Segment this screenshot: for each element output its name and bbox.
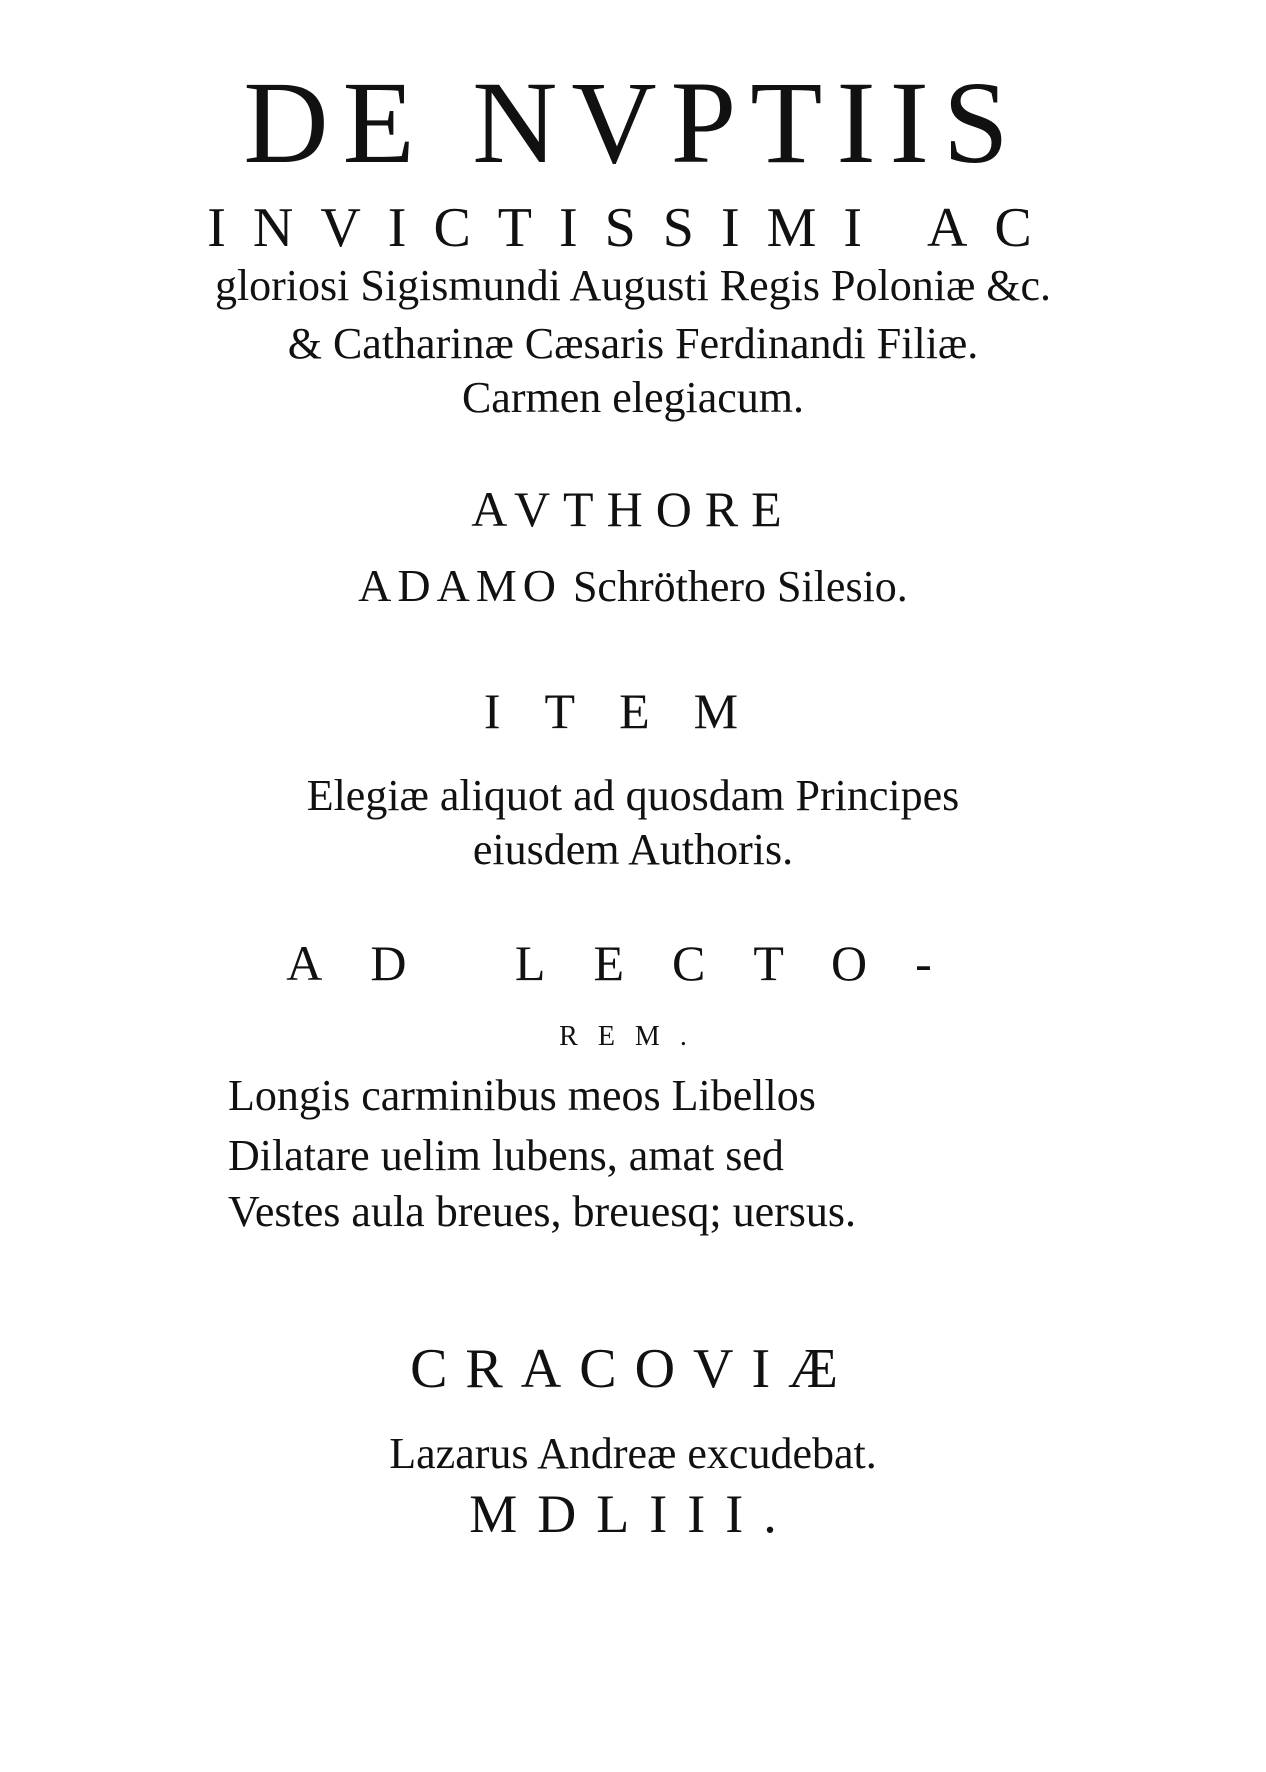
reader-heading-continuation: REM. [559, 1021, 707, 1052]
verse-line: Dilatare uelim lubens, amat sed [228, 1131, 784, 1180]
dedication-line-1: gloriosi Sigismundi Augusti Regis Poloniæ &c. [214, 261, 1052, 310]
imprint-city: CRACOVIÆ [410, 1338, 856, 1400]
title-main: DE NVPTIIS [243, 57, 1023, 188]
author-first-name: ADAMO [358, 560, 562, 611]
imprint-year: MDLIII. [469, 1484, 797, 1544]
item-line-2: eiusdem Authoris. [472, 825, 794, 874]
verse-line: Longis carminibus meos Libellos [228, 1071, 816, 1120]
dedication-line-2: & Catharinæ Cæsaris Ferdinandi Filiæ. [287, 319, 979, 368]
reader-heading: AD LECTO- [286, 935, 980, 991]
dedication-line-3: Carmen elegiacum. [461, 373, 805, 422]
item-line-1: Elegiæ aliquot ad quosdam Principes [306, 771, 960, 820]
author-label: AVTHORE [471, 481, 795, 537]
title-subtitle: INVICTISSIMI AC [207, 197, 1059, 259]
imprint-printer: Lazarus Andreæ excudebat. [389, 1429, 877, 1478]
verse-line: Vestes aula breues, breuesq; uersus. [228, 1187, 857, 1236]
item-label: ITEM [483, 683, 783, 739]
author-name [0, 560, 1266, 613]
author-surname: Schröthero Silesio. [572, 562, 908, 611]
